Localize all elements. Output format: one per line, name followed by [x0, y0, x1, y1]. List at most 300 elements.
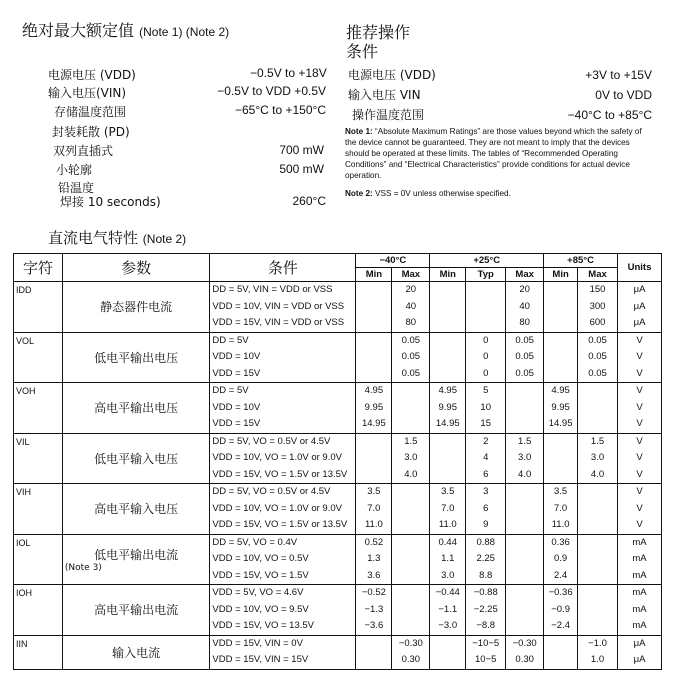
value — [506, 585, 543, 602]
value: 7.0 — [367, 502, 381, 514]
value — [544, 333, 577, 350]
param-name: 高电平输出电压 — [94, 401, 179, 416]
param-name: 高电平输出电流 — [94, 603, 179, 618]
value-cell — [506, 383, 544, 434]
value: 0.05 — [401, 367, 421, 379]
value: mA — [632, 603, 647, 615]
rec-row-label: 输入电压 VIN — [348, 88, 421, 102]
header-units: Units — [618, 254, 662, 282]
value — [578, 551, 617, 568]
value — [506, 551, 543, 568]
value: mA — [632, 536, 647, 548]
value: μA — [633, 317, 646, 328]
param-name: 输入电流 — [112, 645, 161, 660]
value: 3.0 — [590, 452, 605, 463]
value — [392, 568, 429, 585]
header-symbol: 字符 — [14, 254, 63, 282]
value: −0.44 — [435, 587, 460, 598]
value — [430, 652, 465, 669]
value — [392, 618, 429, 635]
value: 0.9 — [553, 553, 568, 564]
value-cell — [506, 332, 544, 383]
condition-line: VDD = 10V, VO = 1.0V or 9.0V — [212, 502, 342, 514]
value-cell — [506, 484, 544, 535]
condition-line: VDD = 15V, VO = 13.5V — [212, 620, 314, 631]
value: 9.95 — [551, 401, 570, 413]
table-row — [14, 332, 662, 383]
value: 9 — [483, 519, 489, 530]
value: V — [636, 334, 643, 346]
value-cell — [466, 635, 506, 669]
value — [544, 282, 577, 299]
value: 0.05 — [588, 367, 607, 379]
value-cell — [430, 585, 466, 636]
param-name: 高电平输入电压 — [94, 502, 179, 517]
value: 3.5 — [553, 486, 568, 497]
value-cell — [356, 585, 392, 636]
value: −0.36 — [548, 587, 573, 598]
value: −8.8 — [476, 620, 496, 631]
abs-row-label: 电源电压 (VDD) — [48, 68, 136, 82]
value — [506, 416, 543, 433]
param-name: 低电平输入电压 — [94, 451, 179, 466]
abs-max-title: 绝对最大额定值 (Note 1) (Note 2) — [22, 21, 230, 40]
value — [506, 501, 543, 518]
param-cell — [62, 635, 210, 669]
value — [392, 416, 429, 433]
value — [578, 416, 617, 433]
abs-row-value: −0.5V to +18V — [250, 66, 327, 80]
value: 20 — [405, 284, 417, 295]
condition-line: DD = 5V — [212, 385, 249, 396]
value — [430, 467, 465, 484]
value-cell — [466, 534, 506, 585]
value: 7.0 — [441, 502, 455, 514]
dc-table — [13, 253, 662, 670]
value-cell — [578, 332, 618, 383]
condition-cell — [210, 332, 356, 383]
dc-title: 直流电气特性 (Note 2) — [48, 229, 187, 247]
value-cell — [544, 484, 578, 535]
value: 1.0 — [590, 654, 605, 665]
value — [392, 501, 429, 518]
value: 8.8 — [479, 569, 493, 581]
value: mA — [632, 569, 647, 581]
symbol-cell: VOH — [14, 383, 63, 434]
value — [544, 636, 577, 653]
value: 0.30 — [401, 654, 421, 665]
symbol-cell: VIH — [14, 484, 63, 535]
value — [578, 535, 617, 552]
value — [578, 484, 617, 501]
value: 0.36 — [551, 536, 570, 548]
value-cell — [544, 585, 578, 636]
rec-row-value: 0V to VDD — [595, 88, 652, 102]
value: 4.95 — [364, 385, 384, 396]
condition-line: DD = 5V, VO = 0.5V or 4.5V — [212, 486, 331, 497]
table-row — [14, 534, 662, 585]
rec-op-title-2: 条件 — [346, 42, 379, 61]
param-cell — [62, 332, 210, 383]
abs-row-value: −65°C to +150°C — [235, 103, 326, 117]
value — [430, 434, 465, 451]
value: 2 — [483, 435, 489, 447]
value: 3.0 — [404, 452, 418, 463]
value: V — [636, 418, 643, 429]
value — [430, 299, 465, 316]
value: 0.05 — [515, 334, 534, 346]
condition-cell — [210, 585, 356, 636]
value — [392, 484, 429, 501]
value: V — [636, 367, 643, 379]
value: 14.95 — [548, 418, 573, 429]
condition-line: DD = 5V — [212, 334, 249, 346]
value: 6 — [483, 468, 489, 480]
value — [392, 383, 429, 400]
abs-max-notes: (Note 1) (Note 2) — [139, 25, 230, 39]
value — [578, 501, 617, 518]
value: −3.0 — [438, 620, 458, 631]
symbol-cell: IOL — [14, 534, 63, 585]
value: V — [636, 435, 643, 447]
value-cell — [466, 585, 506, 636]
table-row — [14, 433, 662, 484]
value: 4.95 — [438, 385, 457, 396]
value: mA — [632, 553, 647, 564]
value — [506, 568, 543, 585]
value: μA — [633, 654, 646, 665]
param-cell — [62, 282, 210, 333]
value — [430, 349, 465, 366]
abs-row-value: 260°C — [292, 194, 326, 208]
value: 1.1 — [441, 553, 455, 564]
value-cell — [506, 585, 544, 636]
value: 4 — [483, 452, 489, 463]
value — [356, 467, 391, 484]
header-cond: 条件 — [210, 254, 356, 282]
condition-line: VDD = 10V, VO = 0.5V — [212, 553, 309, 564]
value — [578, 400, 617, 417]
value: V — [636, 519, 643, 530]
value-cell — [392, 534, 430, 585]
value-cell — [466, 282, 506, 333]
value: −0.30 — [398, 637, 423, 649]
header-temp-85: +85°C — [544, 254, 618, 268]
value — [356, 652, 391, 669]
value — [578, 618, 617, 635]
value — [392, 602, 429, 619]
units-cell — [618, 282, 662, 333]
abs-row-value: 500 mW — [279, 162, 324, 176]
value: V — [636, 502, 643, 514]
rec-row-label: 操作温度范围 — [352, 108, 425, 122]
value-cell — [506, 433, 544, 484]
value: V — [636, 385, 643, 396]
value-cell — [430, 484, 466, 535]
value: 3 — [483, 486, 489, 497]
value: −0.52 — [361, 587, 386, 598]
value-cell — [392, 282, 430, 333]
condition-line: VDD = 10V, VO = 9.5V — [212, 603, 309, 615]
value — [506, 400, 543, 417]
value: 40 — [405, 300, 417, 312]
header-temp-m40: −40°C — [356, 254, 430, 268]
value: 0 — [483, 367, 489, 379]
value-cell — [430, 534, 466, 585]
value-cell — [544, 282, 578, 333]
table-row — [14, 383, 662, 434]
value — [544, 366, 577, 383]
note-1: Note 1: “Absolute Maximum Ratings” are those values beyond which the safety of the device cannot be guaranteed. They are not meant to imply that the devices should be operated at these limits. The tables of “Recommended Operating Conditions” and “Electrical Characteristics” provide conditions for actual device operation. — [345, 127, 642, 180]
value: 300 — [589, 300, 606, 312]
value: 10−5 — [475, 654, 497, 665]
value: 4.0 — [518, 468, 532, 480]
value: V — [636, 452, 643, 463]
value — [430, 636, 465, 653]
value: 6 — [483, 502, 489, 514]
condition-cell — [210, 282, 356, 333]
value: 20 — [519, 284, 530, 295]
param-cell — [62, 484, 210, 535]
value: −1.3 — [364, 603, 384, 615]
value: 0.52 — [364, 536, 384, 548]
units-cell — [618, 534, 662, 585]
abs-row-label: 铅温度 — [58, 181, 95, 195]
value-cell — [506, 282, 544, 333]
value-cell — [578, 484, 618, 535]
units-cell — [618, 383, 662, 434]
value: 11.0 — [551, 519, 570, 530]
value-cell — [356, 484, 392, 535]
value: 15 — [480, 418, 491, 429]
value: 4.95 — [551, 385, 570, 396]
value: 3.0 — [518, 452, 532, 463]
header-max: Max — [506, 268, 544, 282]
value-cell — [466, 383, 506, 434]
value: −3.6 — [364, 620, 384, 631]
value: 1.3 — [367, 553, 381, 564]
units-cell — [618, 635, 662, 669]
value — [506, 618, 543, 635]
condition-line: DD = 5V, VO = 0.5V or 4.5V — [212, 435, 331, 447]
symbol-cell: VIL — [14, 433, 63, 484]
param-cell — [62, 383, 210, 434]
value-cell — [356, 433, 392, 484]
value: μA — [633, 284, 646, 295]
condition-line: VDD = 10V, VO = 1.0V or 9.0V — [212, 452, 342, 463]
value-cell — [430, 433, 466, 484]
value: V — [636, 486, 643, 497]
value-cell — [544, 332, 578, 383]
value-cell — [356, 332, 392, 383]
value: 40 — [519, 300, 530, 312]
note-2: Note 2: VSS = 0V unless otherwise specified. — [345, 189, 511, 198]
value: −2.25 — [473, 603, 498, 615]
value — [392, 585, 429, 602]
condition-cell — [210, 534, 356, 585]
abs-row-label: 封装耗散 (PD) — [52, 125, 130, 139]
value — [506, 517, 543, 534]
value — [356, 299, 391, 316]
value: 1.5 — [590, 435, 605, 447]
value-cell — [466, 332, 506, 383]
value-cell — [392, 635, 430, 669]
condition-line: VDD = 10V — [212, 401, 261, 413]
value — [544, 434, 577, 451]
value-cell — [392, 484, 430, 535]
abs-row-value: 700 mW — [279, 143, 324, 157]
units-cell — [618, 433, 662, 484]
value — [466, 299, 505, 316]
value: −2.4 — [551, 620, 570, 631]
condition-line: VDD = 15V, VO = 1.5V or 13.5V — [212, 519, 348, 530]
value: 2.25 — [476, 553, 495, 564]
value-cell — [430, 383, 466, 434]
param-cell — [62, 585, 210, 636]
condition-line: VDD = 15V, VO = 1.5V — [212, 569, 309, 581]
value-cell — [356, 635, 392, 669]
value: 0.05 — [515, 351, 534, 362]
value-cell — [392, 332, 430, 383]
value — [466, 315, 505, 332]
symbol-cell: IDD — [14, 282, 63, 333]
value: −0.9 — [551, 603, 570, 615]
rec-op-title: 推荐操作 — [346, 23, 411, 42]
condition-line: VDD = 15V — [212, 418, 261, 429]
value-cell — [356, 282, 392, 333]
value — [578, 602, 617, 619]
value — [466, 282, 505, 299]
value — [356, 434, 391, 451]
condition-line: VDD = 10V — [212, 351, 261, 362]
value: −0.30 — [512, 637, 537, 649]
value-cell — [544, 635, 578, 669]
condition-line: VDD = 15V, VIN = VDD or VSS — [212, 317, 345, 328]
value — [430, 282, 465, 299]
condition-line: VDD = 10V, VIN = VDD or VSS — [212, 300, 345, 312]
param-name: 静态器件电流 — [100, 300, 173, 315]
value — [430, 450, 465, 467]
value: 14.95 — [435, 418, 460, 429]
header-temp-25: +25°C — [430, 254, 544, 268]
value: 80 — [405, 317, 417, 328]
units-cell — [618, 585, 662, 636]
table-row — [14, 585, 662, 636]
condition-cell — [210, 383, 356, 434]
value — [506, 535, 543, 552]
rec-row-label: 电源电压 (VDD) — [348, 68, 436, 82]
value: −1.0 — [588, 637, 607, 649]
condition-line: VDD = 5V, VO = 4.6V — [212, 587, 304, 598]
abs-row-label: 存储温度范围 — [54, 105, 127, 119]
value-cell — [466, 433, 506, 484]
value — [544, 467, 577, 484]
value-cell — [544, 433, 578, 484]
value — [506, 602, 543, 619]
param-name: 低电平输出电流 — [94, 547, 179, 562]
value-cell — [392, 383, 430, 434]
value — [578, 568, 617, 585]
condition-cell — [210, 484, 356, 535]
condition-line: VDD = 15V, VO = 1.5V or 13.5V — [212, 468, 348, 480]
value: 7.0 — [553, 502, 568, 514]
value: 4.0 — [590, 468, 605, 480]
value-cell — [506, 534, 544, 585]
table-row — [14, 282, 662, 333]
value — [356, 333, 391, 350]
value — [430, 333, 465, 350]
value — [392, 400, 429, 417]
value: 9.95 — [438, 401, 457, 413]
value — [578, 383, 617, 400]
value-cell — [356, 383, 392, 434]
value: 5 — [483, 385, 489, 396]
value — [578, 517, 617, 534]
param-cell — [62, 433, 210, 484]
value: 3.5 — [367, 486, 381, 497]
param-name: 低电平输出电压 — [94, 350, 179, 365]
value: 0.05 — [588, 334, 607, 346]
units-cell — [618, 332, 662, 383]
header-min: Min — [356, 268, 392, 282]
value: 3.6 — [367, 569, 381, 581]
value: 9.95 — [364, 401, 384, 413]
value-cell — [466, 484, 506, 535]
value: 11.0 — [438, 519, 457, 530]
condition-line: VDD = 15V, VIN = 15V — [212, 654, 309, 665]
value — [356, 636, 391, 653]
value-cell — [544, 383, 578, 434]
value — [506, 484, 543, 501]
value-cell — [578, 433, 618, 484]
abs-row-label: 小轮廓 — [56, 163, 93, 177]
value — [356, 349, 391, 366]
header-min: Min — [544, 268, 578, 282]
value-cell — [430, 635, 466, 669]
condition-line: VDD = 15V — [212, 367, 261, 379]
header-param: 参数 — [62, 254, 210, 282]
value: 0.44 — [438, 536, 457, 548]
value — [544, 299, 577, 316]
value: 0.05 — [515, 367, 534, 379]
abs-row-value: −0.5V to VDD +0.5V — [217, 84, 326, 98]
rec-row-value: +3V to +15V — [585, 68, 652, 82]
value: μA — [633, 300, 646, 312]
value-cell — [356, 534, 392, 585]
condition-line: VDD = 15V, VIN = 0V — [212, 637, 303, 649]
value: 11.0 — [364, 519, 383, 530]
value: 1.5 — [518, 435, 532, 447]
condition-line: DD = 5V, VO = 0.4V — [212, 536, 298, 548]
value: 600 — [589, 317, 606, 328]
symbol-cell: VOL — [14, 332, 63, 383]
symbol-cell: IOH — [14, 585, 63, 636]
value: 14.95 — [361, 418, 386, 429]
value: μA — [633, 637, 646, 649]
value-cell — [430, 282, 466, 333]
value-cell — [392, 585, 430, 636]
value: 0 — [483, 351, 489, 362]
value — [544, 450, 577, 467]
value — [430, 366, 465, 383]
value — [544, 652, 577, 669]
value: 0.30 — [515, 654, 534, 665]
value — [356, 450, 391, 467]
header-max: Max — [392, 268, 430, 282]
value: V — [636, 401, 643, 413]
value: 1.5 — [404, 435, 418, 447]
value-cell — [578, 635, 618, 669]
